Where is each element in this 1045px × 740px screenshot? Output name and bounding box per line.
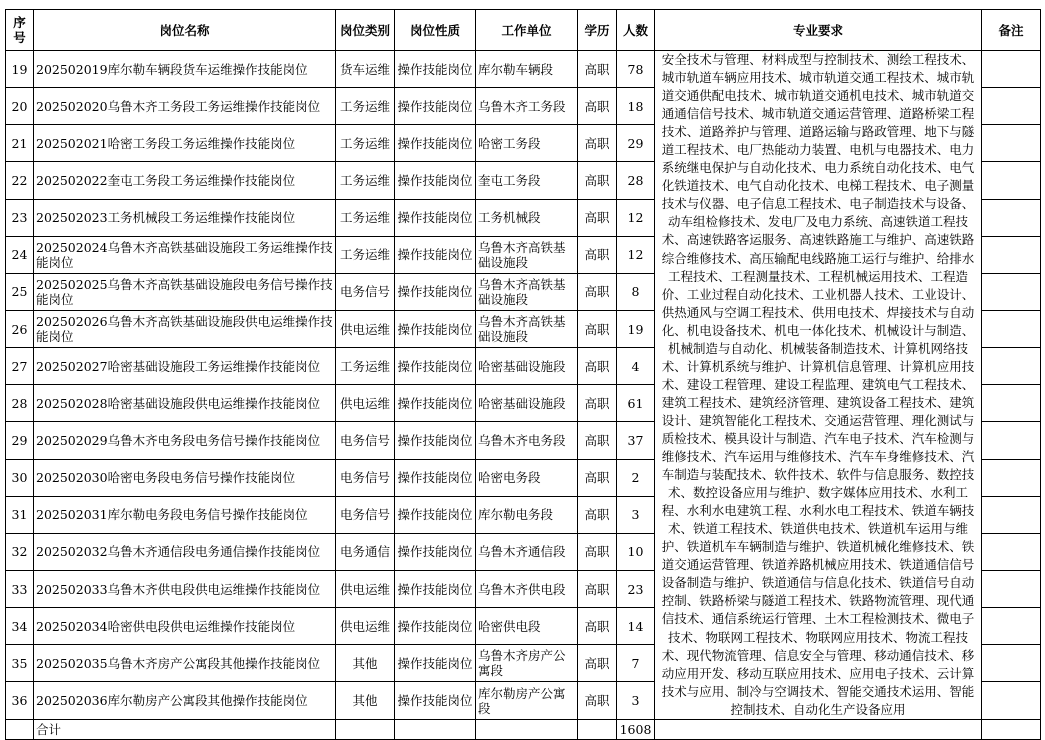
row-position-name: 202502022奎屯工务段工务运维操作技能岗位 [34, 162, 336, 199]
row-unit: 哈密基础设施段 [476, 385, 578, 422]
row-nature: 操作技能岗位 [395, 682, 476, 719]
row-remark [982, 51, 1041, 88]
row-seq: 31 [6, 496, 34, 533]
row-remark [982, 385, 1041, 422]
total-category [336, 719, 395, 739]
row-category: 其他 [336, 682, 395, 719]
row-nature: 操作技能岗位 [395, 273, 476, 310]
row-seq: 24 [6, 236, 34, 273]
header-name: 岗位名称 [34, 10, 336, 51]
total-count: 1608 [617, 719, 655, 739]
row-position-name: 202502032乌鲁木齐通信段电务通信操作技能岗位 [34, 533, 336, 570]
row-unit: 乌鲁木齐工务段 [476, 88, 578, 125]
row-remark [982, 310, 1041, 347]
row-category: 工务运维 [336, 236, 395, 273]
row-nature: 操作技能岗位 [395, 496, 476, 533]
row-position-name: 202502033乌鲁木齐供电段供电运维操作技能岗位 [34, 570, 336, 607]
row-nature: 操作技能岗位 [395, 348, 476, 385]
row-nature: 操作技能岗位 [395, 608, 476, 645]
row-seq: 34 [6, 608, 34, 645]
header-category: 岗位类别 [336, 10, 395, 51]
row-count: 61 [617, 385, 655, 422]
header-major: 专业要求 [655, 10, 982, 51]
row-remark [982, 88, 1041, 125]
row-remark [982, 162, 1041, 199]
row-nature: 操作技能岗位 [395, 385, 476, 422]
row-seq: 35 [6, 645, 34, 682]
row-category: 工务运维 [336, 162, 395, 199]
row-count: 8 [617, 273, 655, 310]
row-category: 电务信号 [336, 422, 395, 459]
header-nature: 岗位性质 [395, 10, 476, 51]
row-position-name: 202502024乌鲁木齐高铁基础设施段工务运维操作技能岗位 [34, 236, 336, 273]
row-seq: 36 [6, 682, 34, 719]
row-seq: 29 [6, 422, 34, 459]
row-education: 高职 [578, 348, 617, 385]
row-seq: 28 [6, 385, 34, 422]
row-category: 供电运维 [336, 570, 395, 607]
total-major [655, 719, 982, 739]
row-category: 工务运维 [336, 199, 395, 236]
row-education: 高职 [578, 496, 617, 533]
row-count: 23 [617, 570, 655, 607]
total-seq [6, 719, 34, 739]
row-category: 其他 [336, 645, 395, 682]
row-position-name: 202502025乌鲁木齐高铁基础设施段电务信号操作技能岗位 [34, 273, 336, 310]
row-unit: 哈密基础设施段 [476, 348, 578, 385]
row-education: 高职 [578, 459, 617, 496]
row-nature: 操作技能岗位 [395, 310, 476, 347]
row-position-name: 202502021哈密工务段工务运维操作技能岗位 [34, 125, 336, 162]
row-unit: 哈密供电段 [476, 608, 578, 645]
row-seq: 27 [6, 348, 34, 385]
row-remark [982, 236, 1041, 273]
row-count: 18 [617, 88, 655, 125]
row-remark [982, 273, 1041, 310]
row-education: 高职 [578, 236, 617, 273]
row-unit: 乌鲁木齐高铁基础设施段 [476, 310, 578, 347]
row-count: 3 [617, 496, 655, 533]
row-unit: 库尔勒房产公寓段 [476, 682, 578, 719]
row-nature: 操作技能岗位 [395, 645, 476, 682]
row-count: 7 [617, 645, 655, 682]
row-nature: 操作技能岗位 [395, 422, 476, 459]
header-count: 人数 [617, 10, 655, 51]
row-nature: 操作技能岗位 [395, 533, 476, 570]
row-category: 供电运维 [336, 608, 395, 645]
row-remark [982, 533, 1041, 570]
row-unit: 库尔勒车辆段 [476, 51, 578, 88]
row-count: 12 [617, 199, 655, 236]
row-education: 高职 [578, 422, 617, 459]
row-count: 3 [617, 682, 655, 719]
row-remark [982, 645, 1041, 682]
row-education: 高职 [578, 608, 617, 645]
row-category: 工务运维 [336, 348, 395, 385]
row-count: 78 [617, 51, 655, 88]
row-unit: 哈密工务段 [476, 125, 578, 162]
row-category: 电务信号 [336, 496, 395, 533]
row-remark [982, 682, 1041, 719]
table-body [6, 51, 1041, 740]
row-nature: 操作技能岗位 [395, 125, 476, 162]
row-education: 高职 [578, 199, 617, 236]
row-count: 29 [617, 125, 655, 162]
row-nature: 操作技能岗位 [395, 236, 476, 273]
row-education: 高职 [578, 570, 617, 607]
row-education: 高职 [578, 162, 617, 199]
row-remark [982, 199, 1041, 236]
row-category: 电务信号 [336, 273, 395, 310]
row-remark [982, 125, 1041, 162]
row-category: 货车运维 [336, 51, 395, 88]
row-education: 高职 [578, 385, 617, 422]
row-unit: 乌鲁木齐房产公寓段 [476, 645, 578, 682]
row-education: 高职 [578, 645, 617, 682]
row-unit: 奎屯工务段 [476, 162, 578, 199]
row-remark [982, 459, 1041, 496]
row-count: 37 [617, 422, 655, 459]
row-seq: 32 [6, 533, 34, 570]
total-remark [982, 719, 1041, 739]
row-count: 4 [617, 348, 655, 385]
major-requirement-cell: 安全技术与管理、材料成型与控制技术、测绘工程技术、城市轨道车辆应用技术、城市轨道交通工程技术、城市轨道交通供配电技术、城市轨道交通机电技术、城市轨道交通通信信号技术、城市轨道交通运营管理、道路桥梁工程技术、道路养护与管理、道路运输与路政管理、地下与隧道工程技术、电厂热能动力装置、电机与电器技术、电力系统继电保护与自动化技术、电力系统自动化技术、电气化铁道技术、电气自动化技术、电梯工程技术、电子测量技术与仪器、电子信息工程技术、电子制造技术与设备、动车组检修技术、发电厂及电力系统、高速铁道工程技术、高速铁路客运服务、高速铁路施工与维护、高速铁路综合维修技术、高压输配电线路施工运行与维护、给排水工程技术、工程测量技术、工程机械运用技术、工程造价、工业过程自动化技术、工业机器人技术、工业设计、供热通风与空调工程技术、供用电技术、焊接技术与自动化、机电设备技术、机电一体化技术、机械设计与制造、机械制造与自动化、机械装备制造技术、计算机网络技术、计算机系统与维护、计算机信息管理、计算机应用技术、建设工程管理、建设工程监理、建筑电气工程技术、建筑工程技术、建筑经济管理、建筑设备工程技术、建筑设计、建筑智能化工程技术、交通运营管理、理化测试与质检技术、模具设计与制造、汽车电子技术、汽车检测与维修技术、汽车运用与维修技术、汽车车身维修技术、汽车制造与装配技术、软件技术、软件与信息服务、数控技术、数控设备应用与维护、数字媒体应用技术、水利工程、水利水电建筑工程、水利水电工程技术、铁道车辆技术、铁道工程技术、铁道供电技术、铁道机车运用与维护、铁道机车车辆制造与维护、铁道机械化维修技术、铁道交通运营管理、铁道养路机械应用技术、铁道通信信号设备制造与维护、铁道通信与信息化技术、铁道信号自动控制、铁路桥梁与隧道工程技术、铁路物流管理、现代通信技术、通信系统运行管理、土木工程检测技术、微电子技术、物联网工程技术、物联网应用技术、物流工程技术、现代物流管理、信息安全与管理、移动通信技术、移动应用开发、移动互联应用技术、应用电子技术、云计算技术与应用、制冷与空调技术、智能交通技术运用、智能控制技术、自动化生产设备应用 [655, 51, 982, 720]
header-unit: 工作单位 [476, 10, 578, 51]
total-label: 合计 [34, 719, 336, 739]
row-nature: 操作技能岗位 [395, 570, 476, 607]
table-row [6, 51, 1041, 88]
row-seq: 19 [6, 51, 34, 88]
row-unit: 哈密电务段 [476, 459, 578, 496]
row-education: 高职 [578, 533, 617, 570]
row-remark [982, 496, 1041, 533]
row-education: 高职 [578, 125, 617, 162]
row-unit: 库尔勒电务段 [476, 496, 578, 533]
row-position-name: 202502027哈密基础设施段工务运维操作技能岗位 [34, 348, 336, 385]
row-position-name: 202502036库尔勒房产公寓段其他操作技能岗位 [34, 682, 336, 719]
row-education: 高职 [578, 51, 617, 88]
row-nature: 操作技能岗位 [395, 199, 476, 236]
row-seq: 33 [6, 570, 34, 607]
row-education: 高职 [578, 682, 617, 719]
row-position-name: 202502026乌鲁木齐高铁基础设施段供电运维操作技能岗位 [34, 310, 336, 347]
header-remark: 备注 [982, 10, 1041, 51]
row-position-name: 202502031库尔勒电务段电务信号操作技能岗位 [34, 496, 336, 533]
row-position-name: 202502029乌鲁木齐电务段电务信号操作技能岗位 [34, 422, 336, 459]
row-seq: 25 [6, 273, 34, 310]
row-education: 高职 [578, 310, 617, 347]
row-seq: 22 [6, 162, 34, 199]
row-position-name: 202502019库尔勒车辆段货车运维操作技能岗位 [34, 51, 336, 88]
row-category: 电务信号 [336, 459, 395, 496]
row-unit: 乌鲁木齐供电段 [476, 570, 578, 607]
recruitment-table [5, 9, 1041, 740]
total-unit [476, 719, 578, 739]
row-count: 14 [617, 608, 655, 645]
row-nature: 操作技能岗位 [395, 162, 476, 199]
row-category: 电务通信 [336, 533, 395, 570]
row-count: 12 [617, 236, 655, 273]
row-unit: 工务机械段 [476, 199, 578, 236]
row-seq: 23 [6, 199, 34, 236]
row-position-name: 202502035乌鲁木齐房产公寓段其他操作技能岗位 [34, 645, 336, 682]
row-seq: 26 [6, 310, 34, 347]
row-unit: 乌鲁木齐高铁基础设施段 [476, 273, 578, 310]
row-remark [982, 422, 1041, 459]
row-remark [982, 608, 1041, 645]
row-position-name: 202502028哈密基础设施段供电运维操作技能岗位 [34, 385, 336, 422]
row-education: 高职 [578, 88, 617, 125]
total-row [6, 719, 1041, 739]
row-position-name: 202502020乌鲁木齐工务段工务运维操作技能岗位 [34, 88, 336, 125]
row-nature: 操作技能岗位 [395, 51, 476, 88]
row-position-name: 202502034哈密供电段供电运维操作技能岗位 [34, 608, 336, 645]
row-count: 10 [617, 533, 655, 570]
row-category: 工务运维 [336, 88, 395, 125]
row-remark [982, 348, 1041, 385]
total-education [578, 719, 617, 739]
header-row [6, 10, 1041, 51]
row-category: 供电运维 [336, 310, 395, 347]
row-seq: 20 [6, 88, 34, 125]
row-position-name: 202502023工务机械段工务运维操作技能岗位 [34, 199, 336, 236]
row-remark [982, 570, 1041, 607]
row-category: 工务运维 [336, 125, 395, 162]
row-seq: 21 [6, 125, 34, 162]
row-unit: 乌鲁木齐电务段 [476, 422, 578, 459]
row-nature: 操作技能岗位 [395, 88, 476, 125]
row-count: 28 [617, 162, 655, 199]
row-nature: 操作技能岗位 [395, 459, 476, 496]
row-unit: 乌鲁木齐通信段 [476, 533, 578, 570]
header-education: 学历 [578, 10, 617, 51]
row-seq: 30 [6, 459, 34, 496]
row-education: 高职 [578, 273, 617, 310]
row-category: 供电运维 [336, 385, 395, 422]
header-seq: 序号 [6, 10, 34, 51]
row-position-name: 202502030哈密电务段电务信号操作技能岗位 [34, 459, 336, 496]
row-count: 2 [617, 459, 655, 496]
row-count: 19 [617, 310, 655, 347]
total-nature [395, 719, 476, 739]
row-unit: 乌鲁木齐高铁基础设施段 [476, 236, 578, 273]
